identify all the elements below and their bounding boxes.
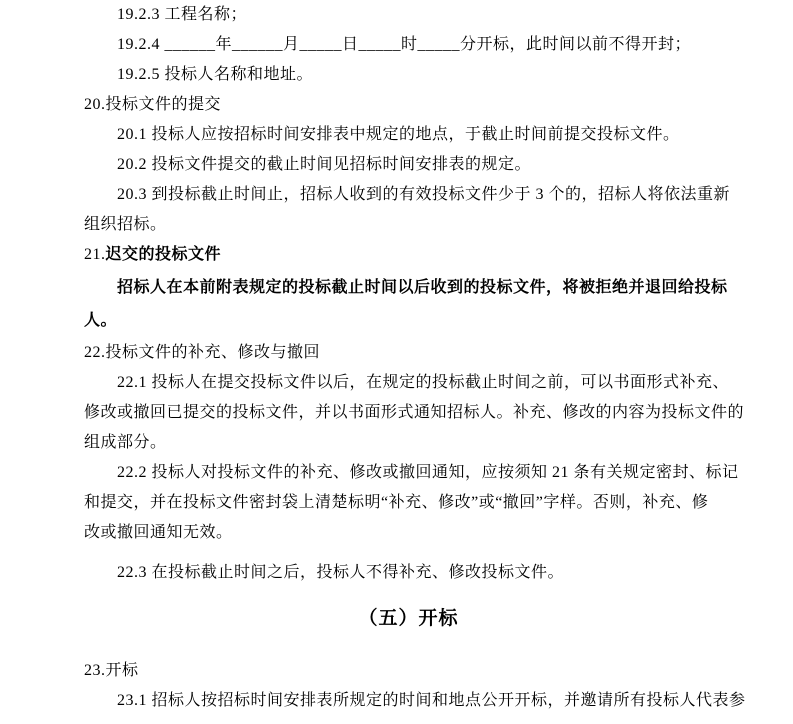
clause-20-1: 20.1 投标人应按招标时间安排表中规定的地点，于截止时间前提交投标文件。 [117, 126, 680, 143]
clause-22-2-line-3: 改或撤回通知无效。 [84, 524, 233, 541]
heading-21-number: 21. [84, 246, 106, 263]
clause-19-2-3: 19.2.3 工程名称； [117, 6, 248, 23]
clause-21-body-line-2: 人。 [84, 312, 118, 329]
heading-22-supplement-modify-withdraw: 22.投标文件的补充、修改与撤回 [84, 344, 321, 361]
clause-22-2-line-2: 和提交，并在投标文件密封袋上清楚标明“补充、修改”或“撤回”字样。否则，补充、修 [84, 494, 709, 511]
heading-21-late-bids [84, 240, 733, 270]
heading-23-bid-opening: 23.开标 [84, 662, 139, 679]
clause-20-3-line-1: 20.3 到投标截止时间止，招标人收到的有效投标文件少于 3 个的，招标人将依法重新 [117, 186, 731, 203]
clause-23-1-line-1: 23.1 招标人按招标时间安排表所规定的时间和地点公开开标，并邀请所有投标人代表参 [117, 692, 746, 709]
heading-20-submission-of-bids: 20.投标文件的提交 [84, 96, 222, 113]
clause-21-body-line-1: 招标人在本前附表规定的投标截止时间以后收到的投标文件，将被拒绝并退回给投标 [117, 279, 728, 296]
section-heading-5-bid-opening: （五）开标 [358, 608, 459, 629]
heading-21-title: 迟交的投标文件 [105, 246, 222, 263]
clause-20-3-line-2: 组织招标。 [84, 216, 167, 233]
clause-19-2-4-blank-date-line: 19.2.4 ______年______月_____日_____时_____分开标，此时间以前不得开封； [117, 36, 692, 53]
clause-22-1-line-1: 22.1 投标人在提交投标文件以后，在规定的投标截止时间之前，可以书面形式补充、 [117, 374, 730, 391]
clause-22-1-line-2: 修改或撤回已提交的投标文件，并以书面形式通知招标人。补充、修改的内容为投标文件的 [84, 404, 745, 421]
clause-20-2: 20.2 投标文件提交的截止时间见招标时间安排表的规定。 [117, 156, 532, 173]
clause-22-1-line-3: 组成部分。 [84, 434, 167, 451]
clause-22-2-line-1: 22.2 投标人对投标文件的补充、修改或撤回通知，应按须知 21 条有关规定密封、标记 [117, 464, 739, 481]
clause-22-3: 22.3 在投标截止时间之后，投标人不得补充、修改投标文件。 [117, 564, 565, 581]
clause-19-2-5: 19.2.5 投标人名称和地址。 [117, 66, 314, 83]
